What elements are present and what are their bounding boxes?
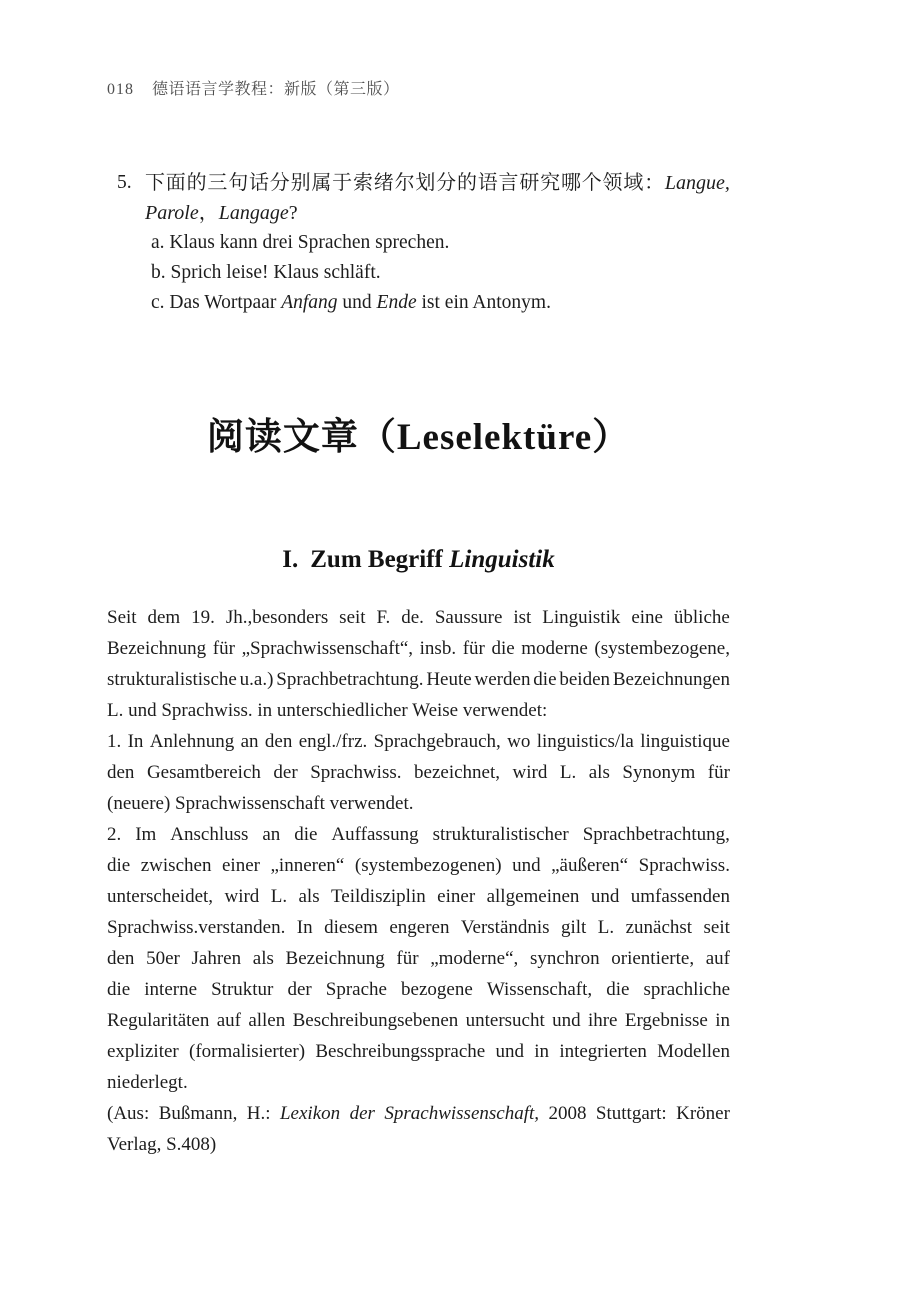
text-segment: interne [144,979,198,1000]
text-segment: 句 [228,172,249,194]
text-segment: Struktur [211,979,274,1000]
text-segment: Wissenschaft, [486,979,593,1000]
text-line [107,633,730,664]
book-title: 德语语言学教程：新版（第三版） [152,81,400,98]
text-line [107,602,730,633]
text-segment: Lexikon [279,1103,341,1124]
text-segment: moderne [521,638,588,659]
text-line [107,695,730,726]
text-segment: Sprachwiss. [638,855,730,876]
text-segment: der [273,762,298,783]
text-segment: Verständnis [460,917,550,938]
text-segment: den [264,731,293,752]
text-segment: allen [248,1010,286,1031]
text-line [107,1005,730,1036]
text-segment: 的 [456,172,477,194]
text-line [107,943,730,974]
text-segment: 于 [332,172,353,194]
text-line [107,1129,730,1160]
text-segment: Linguistik [449,546,555,573]
text-segment: Sprachbetrachtung. [276,669,424,690]
text-segment: und [337,292,377,313]
text-segment: 哪 [560,172,581,194]
text-segment: L. [559,762,577,783]
text-segment: Bezeichnungen [612,669,730,690]
text-segment: F. [376,607,391,628]
text-segment: die [107,855,131,876]
text-segment: 研 [519,172,540,194]
text-segment: Seit [107,607,137,628]
text-segment: L. und Sprachwiss. in unterschiedlicher Weise verwendet: [107,700,548,721]
text-segment: und [552,1010,581,1031]
text-segment: Teildisziplin [331,886,426,907]
text-segment: Verlag, S.408) [107,1134,217,1155]
text-segment: 面 [165,172,186,194]
text-segment: auf [216,1010,241,1031]
text-segment: übliche [673,607,730,628]
text-segment: ist [513,607,532,628]
question-items [151,228,730,318]
text-segment: wird [224,886,260,907]
text-segment: wird [512,762,548,783]
text-segment: 的 [186,172,207,194]
paragraph [107,602,730,726]
text-segment: c. Das Wortpaar [151,292,282,313]
text-segment: Sprachwissenschaft, [384,1103,540,1124]
text-segment: untersucht [465,1010,545,1031]
text-segment: Stuttgart: [595,1103,667,1124]
text-segment: die [606,979,630,1000]
text-segment: 话 [248,172,269,194]
text-segment: Zum Begriff [310,546,450,573]
text-segment: Sprachwiss. [310,762,402,783]
article-heading [107,545,730,575]
reading-section-title: 阅读文章（Leselektüre） [206,417,631,458]
text-segment: sprachliche [643,979,730,1000]
text-segment: Ende [376,292,417,313]
text-segment: In [296,917,313,938]
text-segment: Anschluss [170,824,249,845]
text-segment: 2. [107,824,122,845]
text-line [107,757,730,788]
text-line [107,788,730,819]
text-line [107,974,730,1005]
text-segment: zunächst [625,917,693,938]
text-segment: Langage [218,202,289,224]
text-segment: 别 [290,172,311,194]
text-segment: Kröner [676,1103,730,1124]
text-segment: auf [705,948,730,969]
text-segment: die [533,669,557,690]
text-segment: niederlegt. [107,1072,188,1093]
text-segment: L. [597,917,615,938]
text-segment: allgemeinen [486,886,580,907]
question-row [117,168,730,228]
text-segment: Gesamtbereich [146,762,261,783]
text-segment: (Aus: [107,1103,150,1124]
text-line [107,1098,730,1129]
text-segment: a. Klaus kann drei Sprachen sprechen. [151,232,450,253]
text-segment: 尔 [394,172,415,194]
text-segment: linguistics/la [536,731,634,752]
text-segment: ihre [587,1010,618,1031]
exercise-question-5 [117,168,730,318]
text-segment: den [107,948,135,969]
text-segment: linguistique [640,731,730,752]
text-segment: 下 [145,172,165,194]
text-segment: (neuere) Sprachwissenschaft verwendet. [107,793,414,814]
text-line [107,819,730,850]
text-segment: Jahren [191,948,242,969]
text-segment: in [534,1041,550,1062]
text-segment: Sprache [325,979,387,1000]
text-line [107,850,730,881]
text-segment: Bußmann, [158,1103,238,1124]
text-segment: ： [644,172,665,194]
text-segment: Beschreibungsebenen [292,1010,459,1031]
question-item-c [151,288,730,318]
text-segment: Heute [426,669,472,690]
text-line [107,664,730,695]
text-segment: Bezeichnung [285,948,385,969]
text-segment: der [349,1103,375,1124]
text-segment: „inneren“ [270,855,345,876]
text-segment: 个 [581,172,602,194]
text-segment: synchron [529,948,600,969]
text-segment: „Sprachwissenschaft“, [241,638,414,659]
text-segment: b. Sprich leise! Klaus schläft. [151,262,381,283]
text-segment: u.a.) [239,669,274,690]
text-segment: Saussure [434,607,503,628]
text-segment: als [588,762,610,783]
text-segment: als [298,886,320,907]
text-segment: Regularitäten [107,1010,210,1031]
running-header [107,76,400,99]
text-segment: L. [270,886,288,907]
text-segment: umfassenden [630,886,730,907]
text-segment: werden [474,669,531,690]
text-segment: die [491,638,515,659]
question-item-b [151,258,730,288]
text-segment: als [252,948,274,969]
text-segment: 属 [311,172,332,194]
text-segment: I. [282,546,299,573]
text-segment: 1. [107,731,122,752]
text-segment: Sprachwiss.verstanden. [107,917,286,938]
question-number: 5. [117,172,132,193]
text-line [107,1036,730,1067]
text-segment: orientierte, [611,948,695,969]
text-segment: wo [507,731,531,752]
text-segment: ， [198,202,219,224]
text-segment: 领 [602,172,623,194]
text-segment: 19. [191,607,215,628]
text-segment: Langue, [664,172,730,194]
text-segment: Bezeichnung [107,638,207,659]
text-segment: „moderne“, [430,948,519,969]
text-line [107,726,730,757]
text-segment: für [396,948,419,969]
text-segment: ? [288,202,298,224]
text-line [145,168,730,198]
text-segment: einer [437,886,476,907]
text-segment: engeren [389,917,450,938]
text-segment: Sprachgebrauch, [373,731,501,752]
text-segment: einer [221,855,260,876]
text-segment: Sprachbetrachtung, [582,824,730,845]
text-segment: 究 [540,172,561,194]
text-segment: die [294,824,318,845]
text-segment: und [495,1041,524,1062]
paragraph [107,1098,730,1160]
text-segment: 域 [623,172,644,194]
text-segment: die [107,979,131,1000]
text-segment: den [107,762,135,783]
text-line [107,881,730,912]
text-segment: 2008 [548,1103,587,1124]
text-segment: Jh.,besonders [225,607,329,628]
text-segment: Ergebnisse [624,1010,708,1031]
text-segment: insb. [419,638,457,659]
text-segment: „äußeren“ [551,855,629,876]
text-segment: an [240,731,259,752]
text-segment: Synonym [622,762,696,783]
text-segment: expliziter [107,1041,179,1062]
text-segment: (systembezogene, [594,638,730,659]
text-segment: für [212,638,235,659]
text-segment: bezeichnet, [414,762,501,783]
text-segment: Anfang [281,292,338,313]
article-body [107,602,730,1160]
text-segment: engl./frz. [298,731,368,752]
text-segment: an [262,824,281,845]
text-segment: für [462,638,485,659]
text-line [107,1067,730,1098]
text-segment: für [707,762,730,783]
paragraph [107,726,730,819]
text-segment: dem [147,607,181,628]
text-line [145,198,730,228]
text-segment: Beschreibungssprache [315,1041,486,1062]
text-segment: bezogene [401,979,473,1000]
paragraph [107,819,730,1098]
text-segment: de. [401,607,424,628]
question-item-a [151,228,730,258]
text-segment: (systembezogenen) [354,855,502,876]
text-segment: Parole [145,202,199,224]
text-segment: beiden [559,669,611,690]
text-segment: Modellen [657,1041,730,1062]
text-segment: H.: [246,1103,271,1124]
text-segment: zwischen [140,855,212,876]
text-segment: und [590,886,620,907]
text-segment: eine [631,607,663,628]
text-segment: 分 [436,172,457,194]
text-segment: diesem [324,917,378,938]
text-segment: Anlehnung [149,731,235,752]
text-segment: 50er [146,948,180,969]
page-number: 018 [107,81,134,98]
text-segment: der [287,979,312,1000]
text-segment: 绪 [373,172,394,194]
text-segment: 分 [269,172,290,194]
text-segment: seit [703,917,730,938]
text-segment: unterscheidet, [107,886,214,907]
text-segment: strukturalistischer [432,824,569,845]
text-segment: 三 [207,172,228,194]
text-segment: 言 [498,172,519,194]
text-segment: integrierten [559,1041,647,1062]
text-segment: gilt [561,917,587,938]
text-segment: in [715,1010,730,1031]
text-segment: und [512,855,541,876]
question-text [145,168,730,228]
text-segment: 划 [415,172,436,194]
text-segment: 语 [477,172,498,194]
text-segment: Im [135,824,157,845]
text-segment: seit [339,607,366,628]
text-segment: strukturalistische [107,669,237,690]
text-line [107,912,730,943]
text-segment: ist ein Antonym. [416,292,551,313]
text-segment: (formalisierter) [189,1041,306,1062]
text-segment: In [127,731,144,752]
text-segment: Linguistik [542,607,621,628]
text-segment: Auffassung [331,824,419,845]
text-segment: 索 [352,172,373,194]
